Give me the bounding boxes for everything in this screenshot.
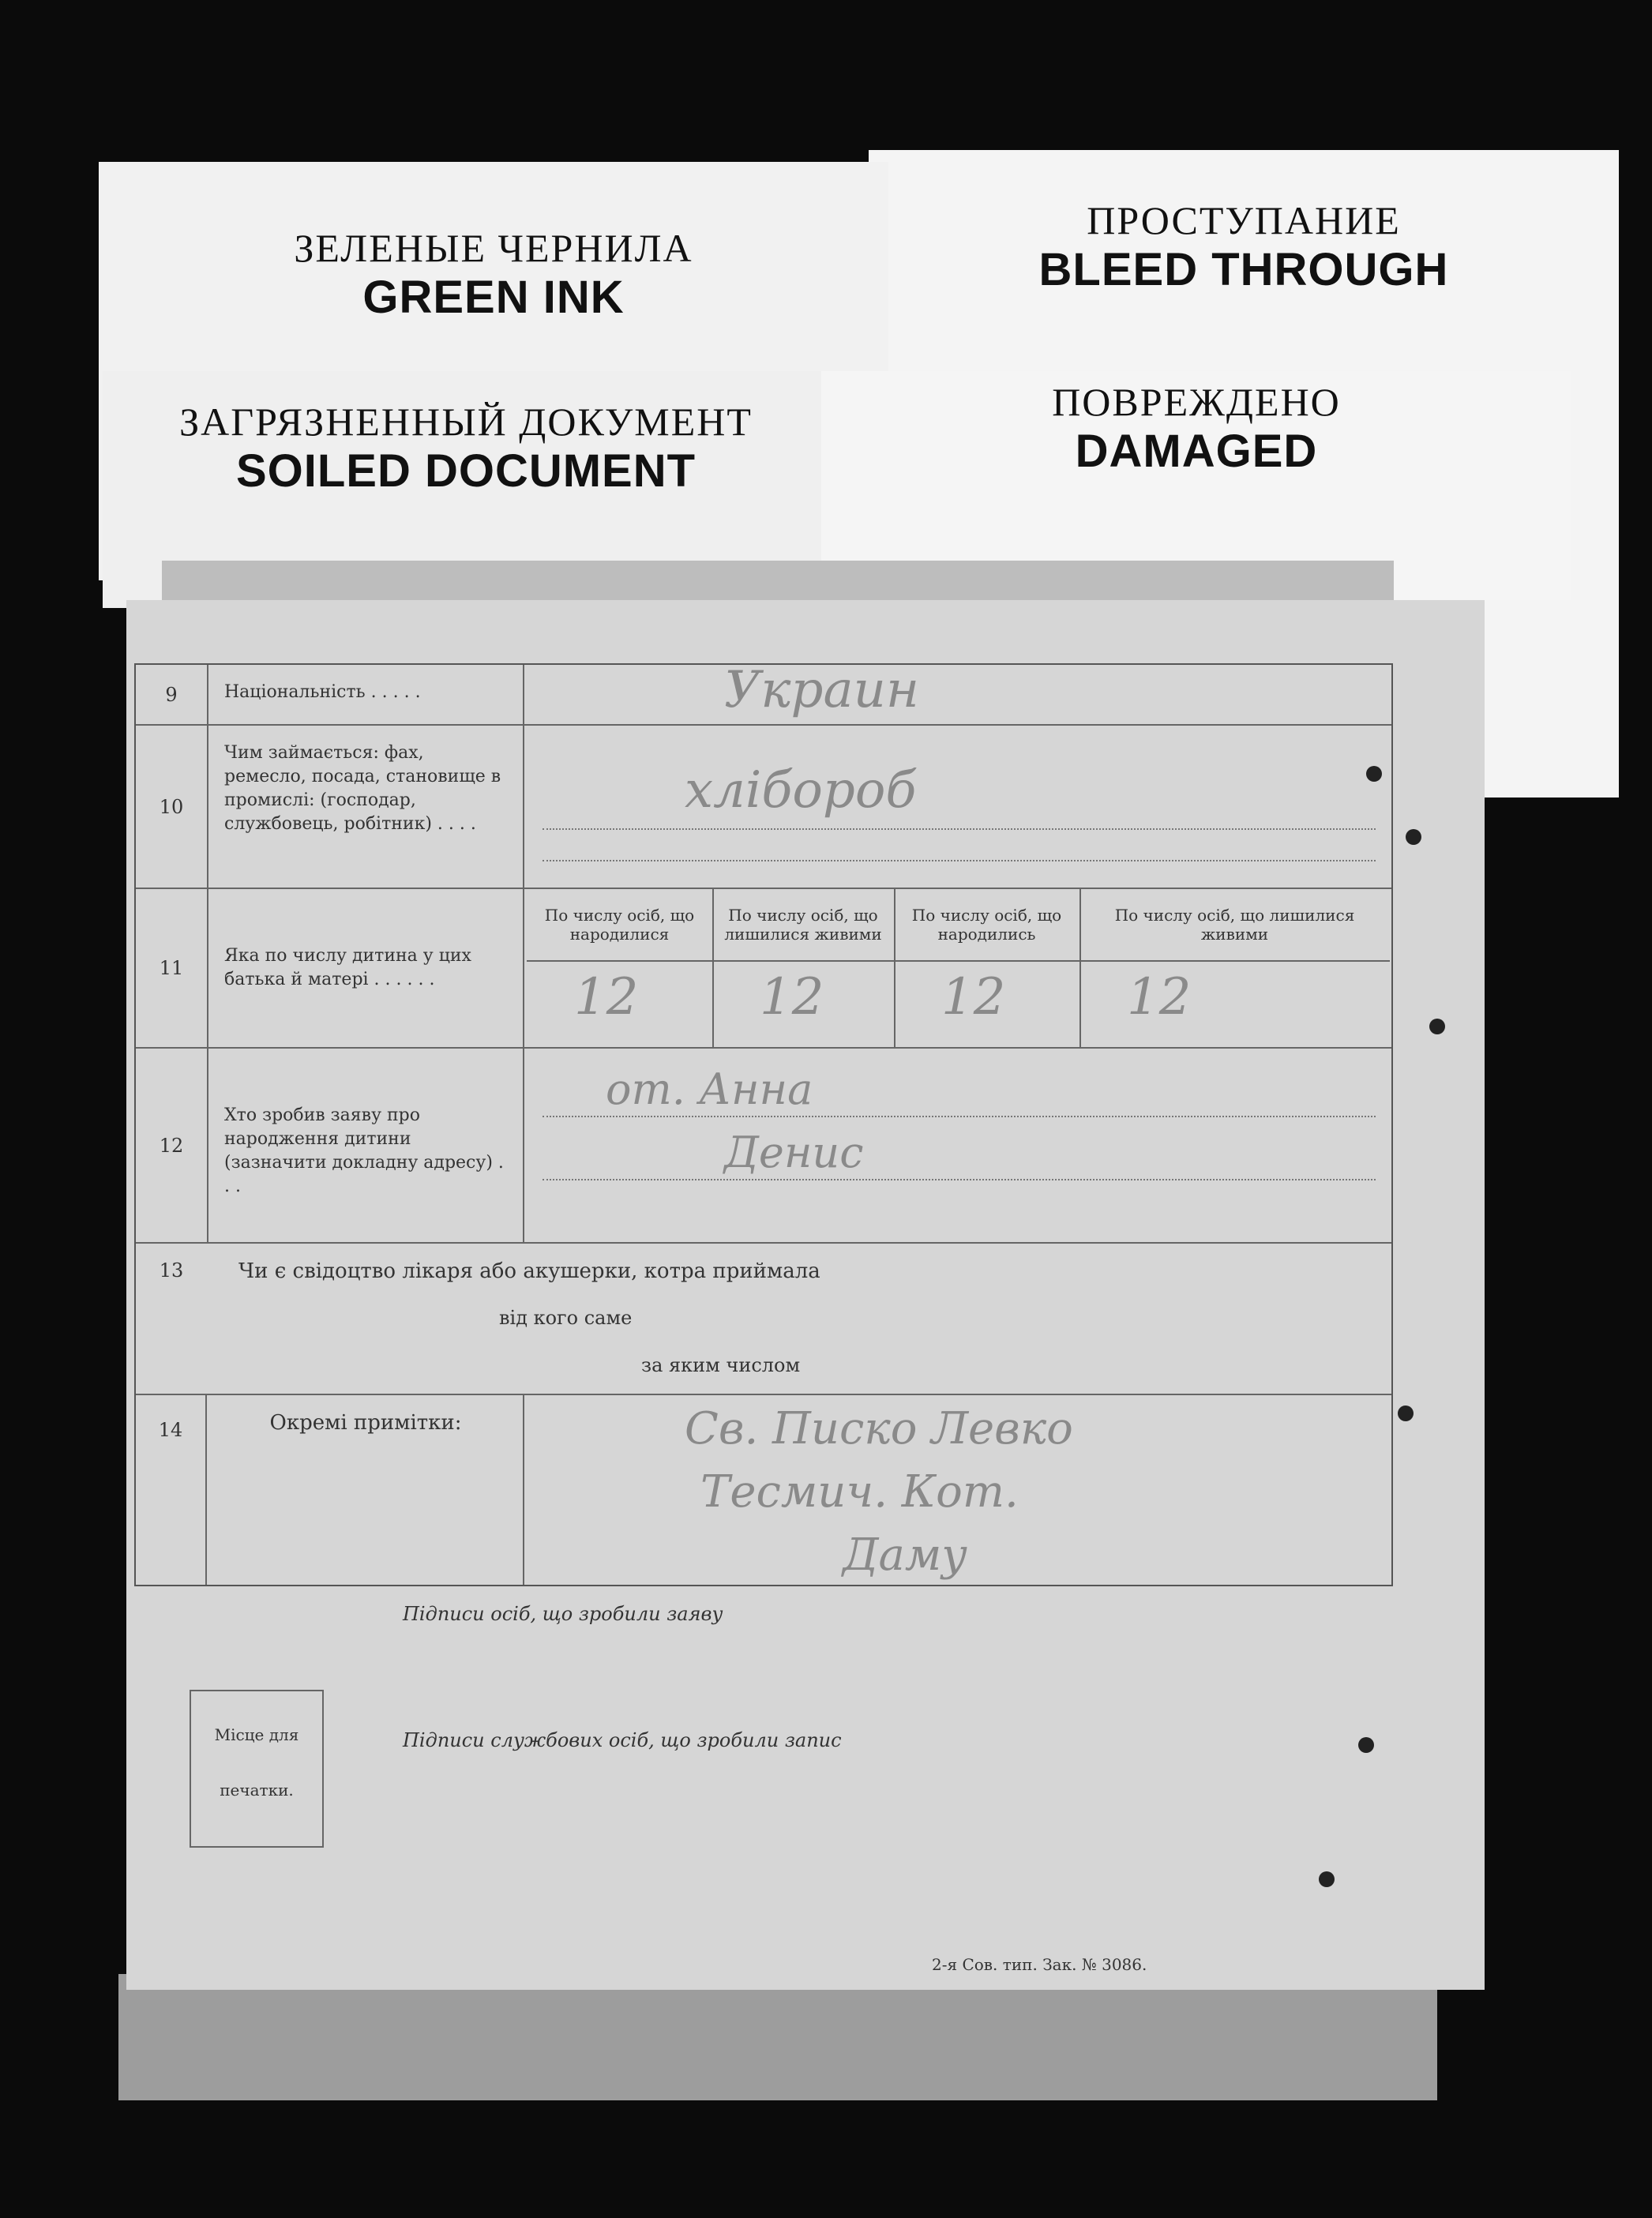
stamp-box [190,1690,324,1848]
row-answer [527,1395,1391,1585]
table-row [136,889,1391,1049]
row-question: Окремі примітки: [208,1395,524,1585]
dotted-line [543,1116,1376,1117]
handwritten-note: Даму [843,1529,967,1581]
count-header: По числу осіб, що лишилися живими [1079,889,1390,962]
row-answer [527,661,1391,724]
handwritten-answer: хлібороб [685,761,917,820]
row-number: 10 [136,726,208,888]
table-row [136,1049,1391,1244]
row-number: 9 [136,665,208,724]
birth-record-form [126,600,1485,1990]
punch-hole [1429,1019,1445,1034]
count-column [712,889,895,1047]
damaged-ru: ПОВРЕЖДЕНО [1052,380,1341,424]
table-row [136,1395,1391,1585]
row-question: Національність . . . . . [208,665,524,724]
printer-mark: 2-я Сов. тип. Зак. № 3086. [932,1955,1147,1974]
damaged-en: DAMAGED [1075,426,1318,477]
row-number: 12 [136,1049,208,1242]
table-row [136,1244,1391,1395]
punch-hole [1358,1737,1374,1753]
row-question: Яка по числу дитина у цих батька й матері . . . . . . [208,889,524,1047]
green-ink-ru: ЗЕЛЕНЫЕ ЧЕРНИЛА [294,226,693,270]
by-date-label: за яким числом [641,1354,801,1376]
dotted-line [543,1179,1376,1180]
stamp-label-line: печатки. [220,1781,294,1800]
count-value: 12 [574,968,639,1026]
doctor-certificate-question: Чи є свідоцтво лікаря або акушерки, котра приймала [238,1259,820,1283]
document-edge [118,1974,1437,2100]
row-number: 13 [159,1259,184,1282]
row-number: 14 [136,1395,207,1585]
soiled-en: SOILED DOCUMENT [235,445,696,497]
punch-hole [1406,829,1421,845]
row-answer [527,726,1391,888]
row-question: Чим займається: фах, ремесло, посада, становище в промислі: (господар, службовець, робітник) . . . . [208,726,524,888]
handwritten-answer: Украин [724,661,919,719]
handwritten-note: Тесмич. Кот. [700,1466,1019,1518]
bleed-through-ru: ПРОСТУПАНИЕ [1087,198,1401,242]
row-answer [527,1049,1391,1242]
count-header: По числу осіб, що народилися [527,889,712,962]
count-value: 12 [760,968,824,1026]
punch-hole [1319,1871,1335,1887]
table-row [136,726,1391,889]
count-value: 12 [1127,968,1192,1026]
row-answer [527,889,1391,1047]
row-number: 11 [136,889,208,1047]
record-table [134,663,1393,1586]
count-value: 12 [941,968,1006,1026]
punch-hole [1398,1405,1414,1421]
official-signatures-label: Підписи службових осіб, що зробили запис [403,1729,842,1751]
applicant-signatures-label: Підписи осіб, що зробили заяву [403,1603,723,1625]
from-whom-label: від кого саме [499,1307,633,1329]
handwritten-answer: от. Анна [606,1064,813,1114]
count-column [894,889,1081,1047]
handwritten-note: Св. Писко Левко [685,1403,1073,1454]
bleed-through-en: BLEED THROUGH [1038,244,1449,295]
green-ink-en: GREEN INK [362,272,625,323]
count-header: По числу осіб, що народились [894,889,1079,962]
dotted-line [543,860,1376,861]
count-column [527,889,714,1047]
soiled-ru: ЗАГРЯЗНЕННЫЙ ДОКУМЕНТ [179,400,753,444]
handwritten-answer: Денис [724,1128,864,1177]
row-question: Хто зробив заяву про народження дитини (зазначити докладну адресу) . . . [208,1049,524,1242]
count-header: По числу осіб, що лишилися живими [712,889,894,962]
table-row [136,661,1391,726]
punch-hole [1366,766,1382,782]
stamp-label-line: Місце для [214,1725,299,1744]
count-column [1079,889,1390,1047]
dotted-line [543,828,1376,830]
